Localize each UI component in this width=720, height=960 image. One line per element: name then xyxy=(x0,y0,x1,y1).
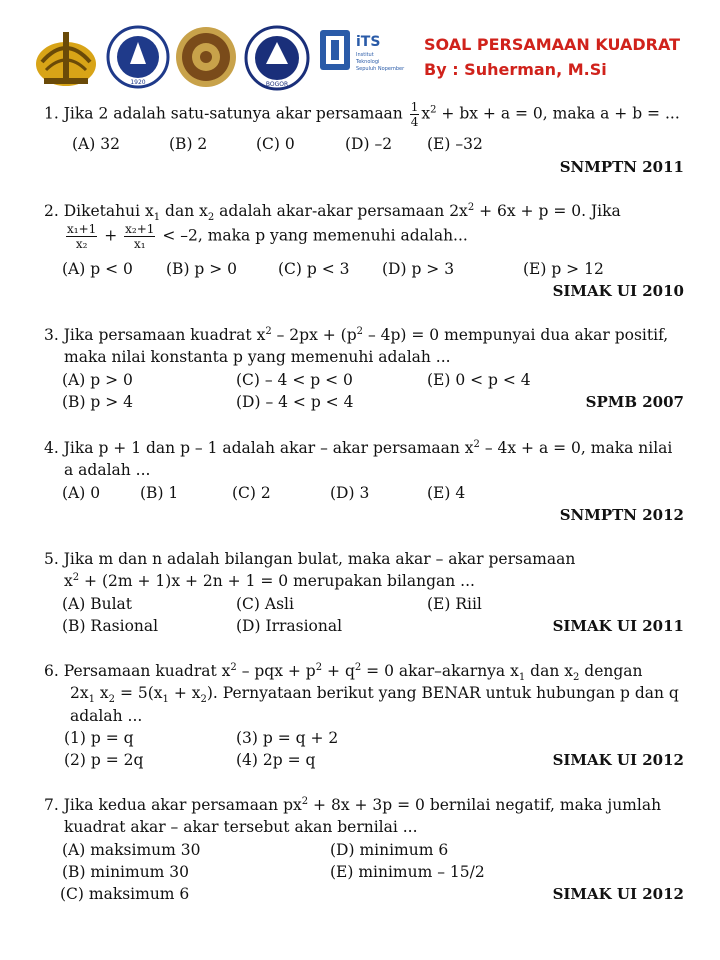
option-b: (B) p > 0 xyxy=(166,260,238,278)
question-2-condition: $\frac{\text{x₁+1}}{\text{x₂}}$ + $\frac{\text{x₂+1}}{\text{x₁}}$ < –2, maka p yang memenuhi adalah... xyxy=(67,222,468,251)
question-1-stem: 1. Jika 2 adalah satu-satunya akar persamaan $\frac{1}{4}$ $x^2$ + bx + a = 0, maka a + b = ... xyxy=(44,100,680,129)
option-e: (E) minimum – 15/2 xyxy=(330,863,485,881)
page-title: SOAL PERSAMAAN KUADRAT xyxy=(424,35,681,54)
author-line: By : Suherman, M.Si xyxy=(424,60,607,79)
option-4: (4) 2p = q xyxy=(236,751,316,769)
option-e: (E) 0 < p < 4 xyxy=(427,371,531,389)
option-3: (3) p = q + 2 xyxy=(236,729,339,747)
svg-text:BOGOR: BOGOR xyxy=(265,81,289,88)
option-a: (A) p > 0 xyxy=(62,371,133,389)
question-2-stem: 2. Diketahui $x_1$ dan $x_2$ adalah akar-akar persamaan $2x^2 + 6x + p = 0$. Jika xyxy=(44,201,621,224)
option-a: (A) p < 0 xyxy=(62,260,133,278)
option-c: (C) maksimum 6 xyxy=(60,885,190,903)
question-6-stem: 6. Persamaan kuadrat $x^2$ – pqx + $p^2 + q^2 = 0$ akar–akarnya $x_1$ dan $x_2$ dengan xyxy=(44,661,643,684)
option-a: (A) 0 xyxy=(62,484,101,502)
question-5-stem: 5. Jika m dan n adalah bilangan bulat, maka akar – akar persamaan xyxy=(44,550,576,568)
fraction: $\frac{1}{4}$ xyxy=(410,100,419,129)
option-1: (1) p = q xyxy=(64,729,134,747)
option-c: (C) 0 xyxy=(256,135,295,153)
option-b: (B) p > 4 xyxy=(62,393,134,411)
ui-logo xyxy=(32,24,100,94)
option-c: (C) – 4 < p < 0 xyxy=(236,371,353,389)
option-d: (D) Irrasional xyxy=(236,617,343,635)
source-label: SNMPTN 2011 xyxy=(559,158,684,176)
source-label: SPMB 2007 xyxy=(585,393,684,411)
question-7-stem-2: kuadrat akar – akar tersebut akan bernilai ... xyxy=(64,818,418,836)
option-e: (E) –32 xyxy=(427,135,483,153)
question-6-stem-2: $2x_1$ $x_2 = 5(x_1 + x_2)$. Pernyataan berikut yang BENAR untuk hubungan p dan q xyxy=(70,684,679,706)
option-b: (B) minimum 30 xyxy=(62,863,190,881)
option-c: (C) Asli xyxy=(236,595,294,613)
itb-logo xyxy=(106,24,170,94)
question-3-stem: 3. Jika persamaan kuadrat $x^2 - 2px + (p^2 - 4p) = 0$ mempunyai dua akar positif, xyxy=(44,325,669,344)
svg-text:Institut: Institut xyxy=(356,52,374,58)
option-e: (E) p > 12 xyxy=(523,260,604,278)
option-b: (B) 1 xyxy=(140,484,179,502)
ugm-logo xyxy=(174,24,238,94)
its-logo xyxy=(318,26,410,90)
question-4-stem-2: a adalah ... xyxy=(64,461,151,479)
option-d: (D) minimum 6 xyxy=(330,841,449,859)
option-a: (A) 32 xyxy=(72,135,120,153)
option-e: (E) 4 xyxy=(427,484,466,502)
question-4-stem: 4. Jika p + 1 dan p – 1 adalah akar – akar persamaan $x^2 - 4x + a = 0$, maka nilai xyxy=(44,438,673,457)
svg-text:Sepuluh Nopember: Sepuluh Nopember xyxy=(356,66,405,72)
option-d: (D) –2 xyxy=(345,135,393,153)
source-label: SIMAK UI 2011 xyxy=(552,617,684,635)
option-b: (B) Rasional xyxy=(62,617,159,635)
svg-text:Teknologi: Teknologi xyxy=(356,59,380,65)
option-b: (B) 2 xyxy=(169,135,208,153)
fraction: $\frac{\text{x₁+1}}{\text{x₂}}$ xyxy=(67,222,97,251)
option-e: (E) Riil xyxy=(427,595,482,613)
option-2: (2) p = 2q xyxy=(64,751,144,769)
header-block xyxy=(424,32,680,82)
option-a: (A) maksimum 30 xyxy=(62,841,201,859)
option-d: (D) – 4 < p < 4 xyxy=(236,393,354,411)
source-label: SIMAK UI 2010 xyxy=(552,282,684,300)
option-d: (D) 3 xyxy=(330,484,370,502)
source-label: SIMAK UI 2012 xyxy=(552,751,684,769)
option-a: (A) Bulat xyxy=(62,595,133,613)
question-7-stem: 7. Jika kedua akar persamaan $px^2 + 8x + 3p = 0$ bernilai negatif, maka jumlah xyxy=(44,795,662,814)
option-c: (C) 2 xyxy=(232,484,271,502)
source-label: SNMPTN 2012 xyxy=(559,506,684,524)
option-d: (D) p > 3 xyxy=(382,260,455,278)
option-c: (C) p < 3 xyxy=(278,260,350,278)
svg-text:1920: 1920 xyxy=(130,79,146,86)
svg-text:iTS: iTS xyxy=(356,34,381,50)
fraction: $\frac{\text{x₂+1}}{\text{x₁}}$ xyxy=(125,222,155,251)
question-5-stem-2: $x^2 + (2m + 1)x + 2n + 1 = 0$ merupakan bilangan ... xyxy=(64,571,475,590)
question-6-stem-3: adalah ... xyxy=(70,707,143,725)
ipb-logo xyxy=(244,24,310,96)
question-3-stem-2: maka nilai konstanta p yang memenuhi adalah ... xyxy=(64,348,451,366)
source-label: SIMAK UI 2012 xyxy=(552,885,684,903)
